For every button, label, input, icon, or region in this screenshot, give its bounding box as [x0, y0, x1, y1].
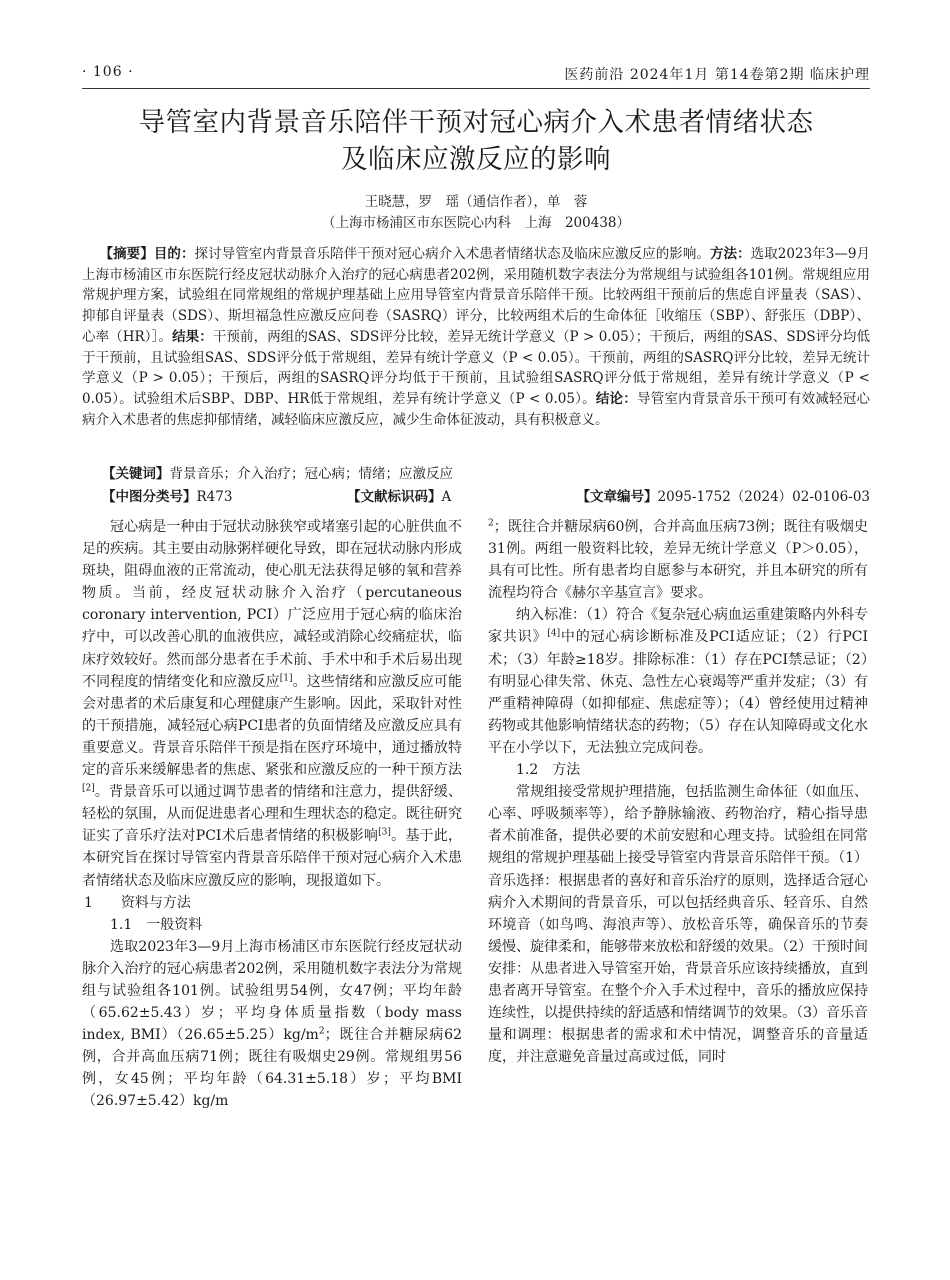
doc-code — [347, 487, 451, 507]
criteria-text-1: 纳入标准：（1）符合《复杂冠心病血运重建策略内外科专家共识》 — [488, 607, 868, 646]
conclusion-label: 结论： — [595, 390, 637, 407]
method-paragraph: 常规组接受常规护理措施，包括监测生命体征（如血压、心率、呼吸频率等），给予静脉输液、药物治疗，精心指导患者术前准备，提供必要的术前安慰和心理支持。试验组在同常规组的常规护理基础上接受导管室内背景音乐陪伴干预。（1）音乐选择：根据患者的喜好和音乐治疗的原则，选择适合冠心病介入术期间的背景音乐，可以包括经典音乐、轻音乐、自然环境音（如鸟鸣、海浪声等）、放松音乐等，确保音乐的节奏缓慢、旋律柔和，能够带来放松和舒缓的效果。（2）干预时间安排：从患者进入导管室开始，背景音乐应该持续播放，直到患者离开导管室。在整个介入手术过程中，音乐的播放应保持连续性，以提供持续的舒适感和情绪调节的效果。（3）音乐音量和调理：根据患者的需求和术中情况，调整音乐的音量适度，并注意避免音量过高或过低，同时 — [488, 784, 868, 1066]
title-line-1: 导管室内背景音乐陪伴干预对冠心病介入术患者情绪状态 — [138, 107, 814, 138]
title-line-2: 及临床应激反应的影响 — [341, 144, 611, 175]
keywords — [82, 464, 870, 484]
page-number: · 106 · — [82, 64, 134, 80]
article-no-label: 【文章编号】 — [576, 489, 658, 505]
citation-3: [3] — [378, 827, 391, 838]
intro-paragraph — [82, 516, 462, 892]
clc-label: 【中图分类号】 — [102, 489, 197, 505]
doc-code-value: A — [441, 489, 452, 505]
intro-text-3: 。背景音乐可以通过调节患者的情绪和注意力，提供舒缓、轻松的氛围，从而促进患者心理和生理状态的稳定。既往研究证实了音乐疗法对PCI术后患者情绪的积极影响 — [82, 784, 462, 845]
general-data-paragraph — [82, 936, 462, 1113]
clc — [102, 487, 232, 507]
keywords-text: 背景音乐；介入治疗；冠心病；情绪；应激反应 — [169, 466, 453, 482]
clc-value: R473 — [196, 489, 233, 505]
doc-code-label: 【文献标识码】 — [347, 489, 442, 505]
objective-label: 目的： — [153, 246, 195, 262]
results-text: 干预前，两组的SAS、SDS评分比较，差异无统计学意义（P > 0.05）；干预后，两组的SAS、SDS评分均低于干预前，且试验组SAS、SDS评分低于常规组，差异有统计学意义（P < 0.05）。干预前，两组的SASRQ评分比较，差异无统计学意义（P > 0.05）；干预后，两组的SASRQ评分均低于干预前，且试验组SASRQ评分低于常规组，差异有统计学意义（P < 0.05）。试验组术后SBP、DBP、HR低于常规组，差异有统计学意义（P < 0.05）。 — [82, 328, 871, 407]
section-heading-1: 1 资料与方法 — [84, 894, 191, 911]
criteria-paragraph — [488, 604, 868, 759]
article-title — [82, 104, 870, 178]
abstract-label: 【摘要】 — [99, 246, 154, 262]
subsection-heading-1-2: 1.2 方法 — [516, 762, 581, 779]
objective-text: 探讨导管室内背景音乐陪伴干预对冠心病介入术患者情绪状态及临床应激反应的影响。 — [194, 246, 710, 262]
superscript-2b: 2 — [488, 518, 494, 529]
general-data-continued — [488, 516, 868, 604]
keywords-label: 【关键词】 — [102, 466, 170, 482]
citation-2: [2] — [82, 783, 95, 794]
citation-4: [4] — [547, 628, 561, 639]
article-number — [577, 487, 870, 507]
conclusion-text: 导管室内背景音乐干预可有效减轻冠心病介入术患者的焦虑抑郁情绪，减轻临床应激反应，减少生命体征波动，具有积极意义。 — [82, 390, 870, 428]
intro-text-4: 。基于此，本研究旨在探讨导管室内背景音乐陪伴干预对冠心病介入术患者情绪状态及临床应激反应的影响，现报道如下。 — [82, 828, 462, 889]
right-column — [488, 516, 868, 1068]
classification-line — [82, 487, 870, 507]
running-header — [82, 62, 870, 86]
results-label: 结果： — [172, 328, 213, 345]
abstract — [82, 244, 870, 430]
article-no-value: 2095-1752（2024）02-0106-03 — [657, 489, 870, 505]
journal-info: 医药前沿 2024年1月 第14卷第2期 临床护理 — [564, 67, 870, 83]
methods-label: 方法： — [709, 246, 751, 262]
methods-text: 选取2023年3—9月上海市杨浦区市东医院行经皮冠状动脉介入治疗的冠心病患者202例，采用随机数字表法分为常规组与试验组各101例。常规组应用常规护理方案，试验组在同常规组的常规护理基础上应用导管室内背景音乐陪伴干预。比较两组干预前后的焦虑自评量表（SAS）、抑郁自评量表（SDS）、斯坦福急性应激反应问卷（SASRQ）评分，比较两组术后的生命体征［收缩压（SBP）、舒张压（DBP）、心率（HR）］。 — [82, 246, 871, 345]
affiliation: （上海市杨浦区市东医院心内科 上海 200438） — [321, 215, 631, 231]
general-text-3: ；既往合并糖尿病60例，合并高血压病73例；既往有吸烟史31例。两组一般资料比较，差异无统计学意义（P＞0.05），具有可比性。所有患者均自愿参与本研究，并且本研究的所有流程均符合《赫尔辛基宣言》要求。 — [488, 519, 868, 602]
criteria-text-2: 中的冠心病诊断标准及PCI适应证；（2）行PCI术；（3）年龄≥18岁。排除标准：（1）存在PCI禁忌证；（2）有明显心律失常、休克、急性左心衰竭等严重并发症；（3）有严重精神障碍（如抑郁症、焦虑症等）；（4）曾经使用过精神药物或其他影响情绪状态的药物；（5）存在认知障碍或文化水平在小学以下，无法独立完成问卷。 — [488, 629, 869, 756]
citation-1: [1] — [279, 673, 293, 683]
superscript-2a: 2 — [318, 1026, 325, 1037]
general-text-1: 选取2023年3—9月上海市杨浦区市东医院行经皮冠状动脉介入治疗的冠心病患者202例，采用随机数字表法分为常规组与试验组各101例。试验组男54例，女47例；平均年龄（65.62±5.43）岁；平均身体质量指数（body mass index, BMI）（26.65±5.25）kg/m — [82, 938, 462, 1044]
intro-text-1: 冠心病是一种由于冠状动脉狭窄或堵塞引起的心脏供血不足的疾病。其主要由动脉粥样硬化导致，即在冠状动脉内形成斑块，阻碍血液的正常流动，使心肌无法获得足够的氧和营养物质。当前，经皮冠状动脉介入治疗（percutaneous coronary intervention, PCI）广泛应用于冠心病的临床治疗中，可以改善心肌的血液供应，减轻或消除心绞痛症状，临床疗效较好。然而部分患者在手术前、手术中和手术后易出现不同程度的情绪变化和应激反应 — [82, 519, 462, 690]
header-rule — [82, 88, 870, 89]
authors: 王晓慧，罗 瑶（通信作者），单 蓉 — [364, 194, 588, 210]
general-text-2: ；既往合并糖尿病62例，合并高血压病71例；既往有吸烟史29例。常规组男56例，女45例；平均年龄（64.31±5.18）岁；平均BMI（26.97±5.42）kg/m — [82, 1027, 462, 1110]
subsection-heading-1-1: 1.1 一般资料 — [110, 916, 203, 933]
intro-text-2: 。这些情绪和应激反应可能会对患者的术后康复和心理健康产生影响。因此，采取针对性的干预措施，减轻冠心病PCI患者的负面情绪及应激反应具有重要意义。背景音乐陪伴干预是指在医疗环境中，通过播放特定的音乐来缓解患者的焦虑、紧张和应激反应的一种干预方法 — [82, 673, 462, 779]
left-column — [82, 516, 462, 1113]
